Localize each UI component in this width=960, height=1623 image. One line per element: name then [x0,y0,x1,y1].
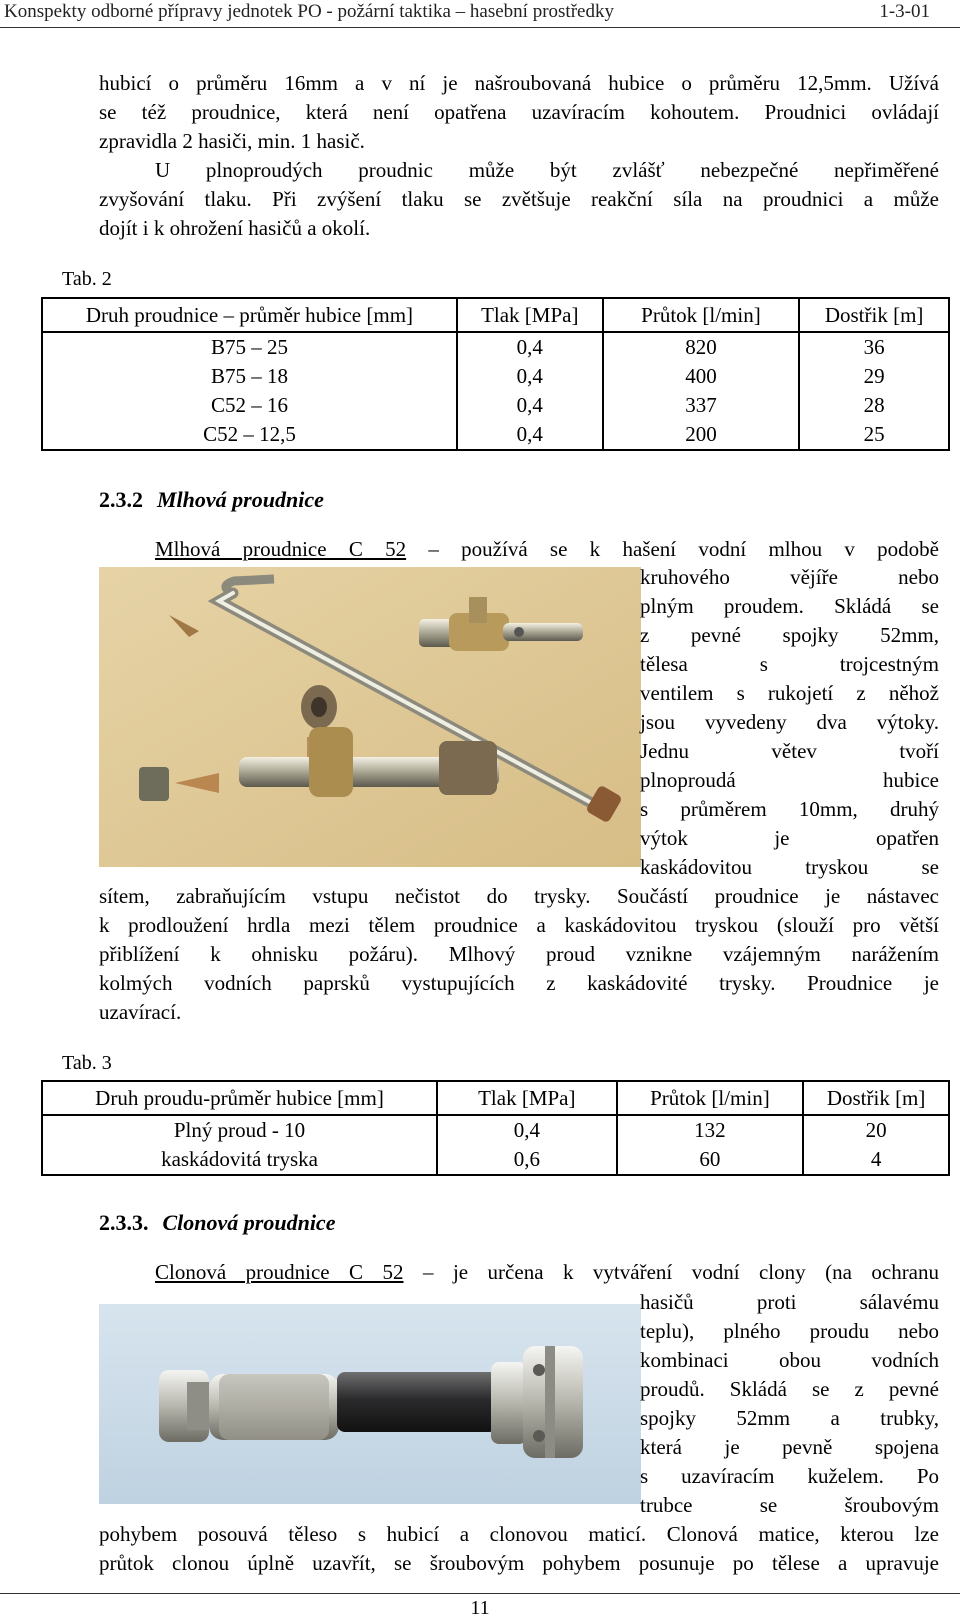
text-line: proudů. Skládá se z pevné [640,1377,939,1401]
intro-paragraph [99,69,939,156]
mlhova-nozzle-photo [99,567,641,867]
table-header-row [42,298,949,332]
text-fragment: – je určena k vytváření vodní clony (na ochranu [422,1260,940,1284]
text-line [155,1258,939,1287]
text-line [155,535,939,564]
clonova-full-text [99,1520,939,1578]
table-cell: 820 [603,332,800,362]
text-line: průtok clonou úplně uzavřít, se šroubovým pohybem posunuje po tělese a upravuje [99,1551,939,1575]
table-label: Tab. 2 [62,268,112,290]
column-header: Průtok [l/min] [617,1081,804,1115]
text-line: teplu), plného proudu nebo [640,1319,939,1343]
clonova-side-text [640,1288,939,1520]
table-cell: C52 – 12,5 [42,420,457,450]
footer-rule [0,1593,960,1594]
term-clonova: Clonová proudnice C 52 [155,1260,404,1284]
text-line: ventilem s rukojetí z něhož [640,681,939,705]
text-line: zpravidla 2 hasiči, min. 1 hasič. [99,129,365,153]
column-header: Tlak [MPa] [457,298,603,332]
table-cell: 36 [799,332,949,362]
table-cell: 60 [617,1145,804,1175]
clonova-nozzle-photo [99,1304,641,1504]
table-cell: 0,6 [437,1145,617,1175]
text-line: kombinaci obou vodních [640,1348,939,1372]
table-cell: B75 – 25 [42,332,457,362]
table-label: Tab. 3 [62,1052,112,1074]
table-row [42,332,949,362]
text-line: kruhového vějíře nebo [640,565,939,589]
text-line: plným proudem. Skládá se [640,594,939,618]
section-number: 2.3.3. [99,1210,149,1235]
header-code: 1-3-01 [879,1,930,22]
text-line: přiblížení k ohnisku požáru). Mlhový proud vznikne vzájemným narážením [99,942,939,966]
table-cell: 337 [603,391,800,420]
table-cell: 28 [799,391,949,420]
column-header: Druh proudu-průměr hubice [mm] [42,1081,437,1115]
text-line: jsou vyvedeny dva výtoky. [640,710,939,734]
page-number: 11 [470,1597,490,1619]
table-row [42,1145,949,1175]
text-line: která je pevně spojena [640,1435,939,1459]
table-row [42,420,949,450]
mlhova-full-text [99,882,939,1027]
section-heading [99,487,324,513]
column-header: Dostřik [m] [803,1081,949,1115]
mlhova-side-text [640,563,939,882]
text-fragment: – používá se k hašení vodní mlhou v podobě [428,537,940,561]
table-cell: B75 – 18 [42,362,457,391]
text-line: kolmých vodních paprsků vystupujících z kaskádovité trysky. Proudnice je [99,971,939,995]
text-line: k prodloužení hrdla mezi tělem proudnice a kaskádovitou tryskou (slouží pro větší [99,913,939,937]
table-nozzles [41,297,950,451]
header-rule [0,27,960,28]
table-cell: 25 [799,420,949,450]
table-cell: 0,4 [457,391,603,420]
text-line: plnoproudá hubice [640,768,939,792]
text-line: kaskádovitou tryskou se [640,855,939,879]
text-line: tělesa s trojcestným [640,652,939,676]
table-cell: C52 – 16 [42,391,457,420]
table-cell: 132 [617,1115,804,1145]
clonova-first-line [155,1258,939,1287]
table-cell: Plný proud - 10 [42,1115,437,1145]
text-line: výtok je opatřen [640,826,939,850]
table-cell: 0,4 [457,420,603,450]
column-header: Tlak [MPa] [437,1081,617,1115]
table-cell: kaskádovitá tryska [42,1145,437,1175]
text-line: spojky 52mm a trubky, [640,1406,939,1430]
table-row [42,362,949,391]
text-line: uzavírací. [99,1000,182,1024]
text-line: se též proudnice, která není opatřena uzavíracím kohoutem. Proudnici ovládají [99,100,939,124]
table-row [42,1115,949,1145]
text-line: dojít i k ohrožení hasičů a okolí. [99,216,371,240]
column-header: Průtok [l/min] [603,298,800,332]
page-header [0,0,960,24]
text-line: sítem, zabraňujícím vstupu nečistot do trysky. Součástí proudnice je nástavec [99,884,939,908]
table-cell: 0,4 [457,362,603,391]
text-line: s průměrem 10mm, druhý [640,797,939,821]
section-title: Mlhová proudnice [157,487,324,512]
warning-paragraph [99,156,939,243]
text-line: hubicí o průměru 16mm a v ní je našroubovaná hubice o průměru 12,5mm. Užívá [99,71,939,95]
text-line: hasičů proti sálavému [640,1290,939,1314]
text-line: U plnoproudých proudnic může být zvlášť nebezpečné nepřiměřené [155,158,939,182]
table-cell: 29 [799,362,949,391]
table-cell: 0,4 [457,332,603,362]
text-line: zvyšování tlaku. Při zvýšení tlaku se zvětšuje reakční síla na proudnici a může [99,187,939,211]
table-cell: 20 [803,1115,949,1145]
header-title: Konspekty odborné přípravy jednotek PO - požární taktika – hasební prostředky [4,1,614,22]
section-number: 2.3.2 [99,487,143,512]
section-heading [99,1210,335,1236]
table-row [42,391,949,420]
table-cell: 0,4 [437,1115,617,1145]
mlhova-first-line [155,535,939,564]
text-line: Jednu větev tvoří [640,739,939,763]
column-header: Dostřik [m] [799,298,949,332]
text-line: z pevné spojky 52mm, [640,623,939,647]
table-cell: 200 [603,420,800,450]
table-mist-nozzle [41,1080,950,1176]
table-header-row [42,1081,949,1115]
table-cell: 4 [803,1145,949,1175]
text-line: pohybem posouvá těleso s hubicí a clonovou maticí. Clonová matice, kterou lze [99,1522,939,1546]
table-cell: 400 [603,362,800,391]
term-mlhova: Mlhová proudnice C 52 [155,537,407,561]
column-header: Druh proudnice – průměr hubice [mm] [42,298,457,332]
text-line: trubce se šroubovým [640,1493,939,1517]
section-title: Clonová proudnice [162,1210,336,1235]
text-line: s uzavíracím kuželem. Po [640,1464,939,1488]
